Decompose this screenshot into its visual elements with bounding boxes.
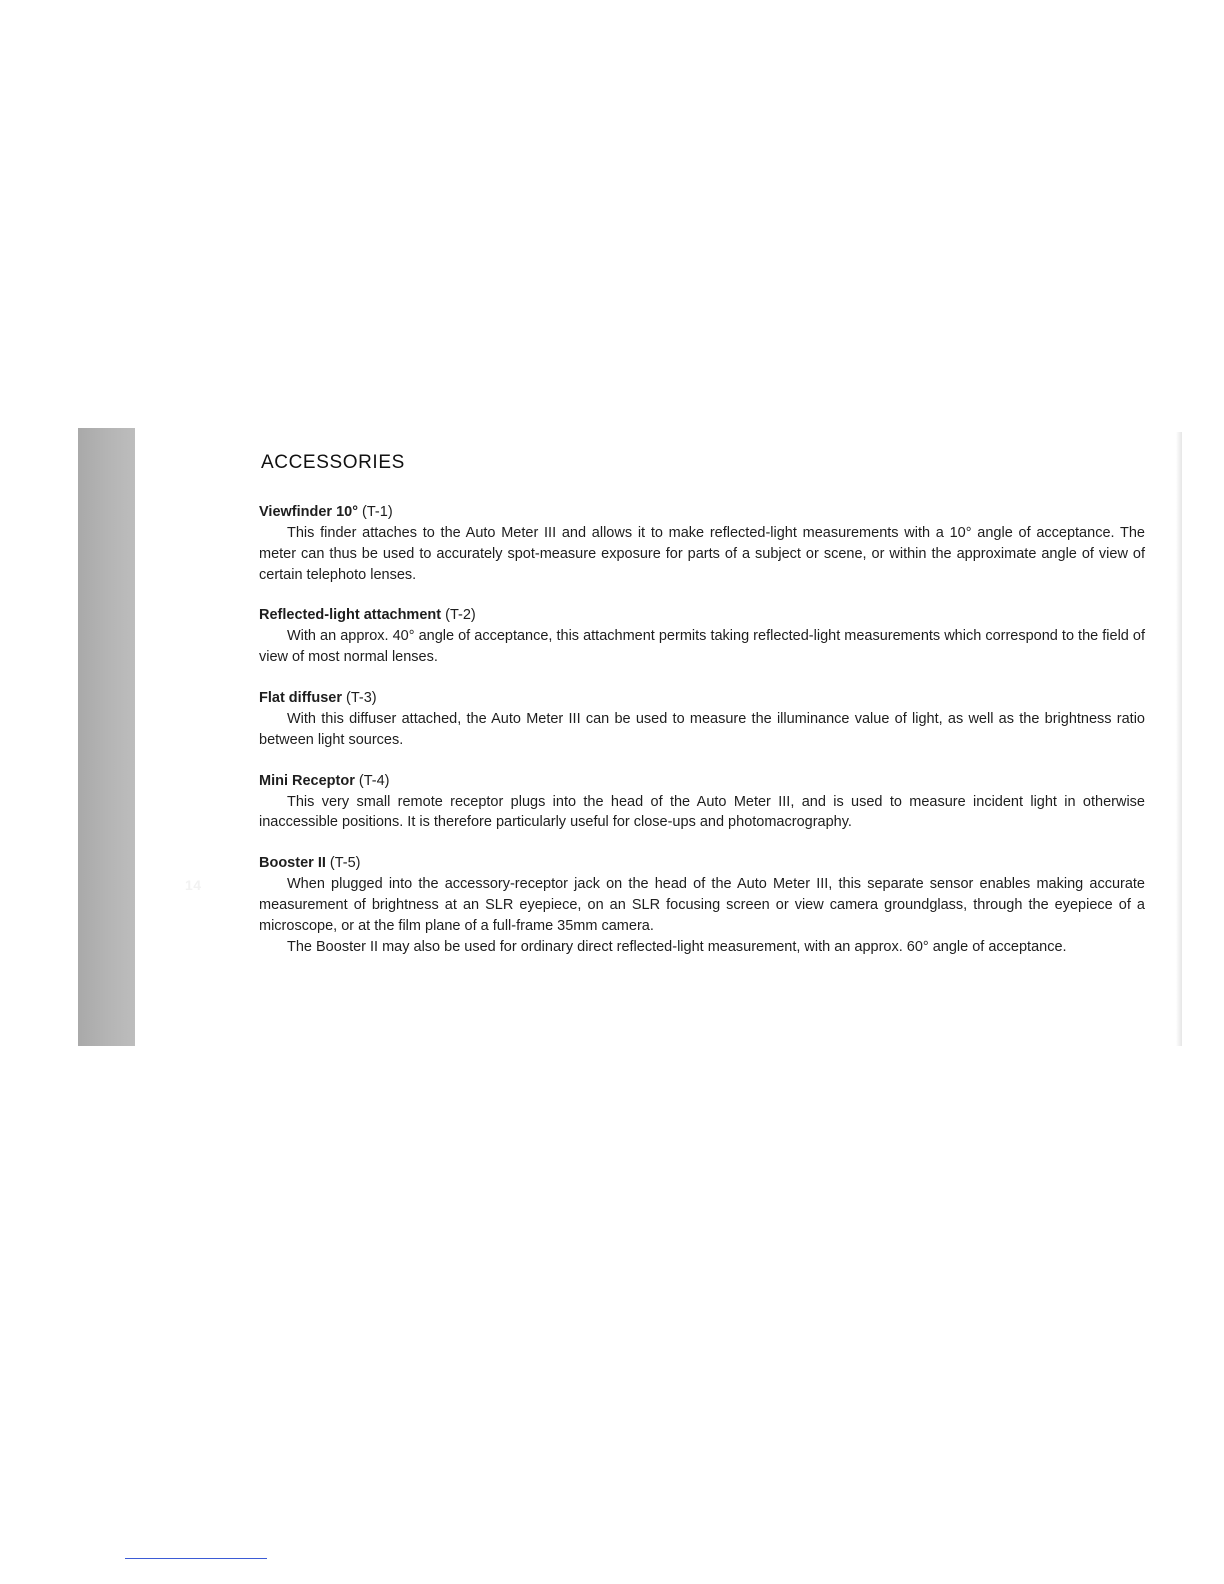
accessory-description: This finder attaches to the Auto Meter III and allows it to make reflected-light measurements with a 10° angle of acceptance. The meter can thus be used to accurately spot-measure exposure for parts of a subject or scene, or within the approximate angle of view of certain telephoto lenses. bbox=[259, 525, 1145, 583]
accessory-title bbox=[259, 502, 1145, 523]
page-side-tab bbox=[78, 428, 202, 1046]
accessory-name: Mini Receptor bbox=[259, 772, 355, 789]
accessory-title bbox=[259, 853, 1145, 874]
accessory-title bbox=[259, 688, 1145, 709]
page-content bbox=[259, 452, 1145, 977]
accessory-name: Booster II bbox=[259, 855, 326, 872]
accessory-code: (T-2) bbox=[445, 607, 476, 624]
accessory-description: With this diffuser attached, the Auto Meter III can be used to measure the illuminance value of light, as well as the brightness ratio between light sources. bbox=[259, 710, 1145, 748]
accessory-name: Viewfinder 10° bbox=[259, 504, 359, 520]
accessory-title bbox=[259, 605, 1145, 626]
accessory-name: Flat diffuser bbox=[259, 689, 342, 706]
accessory-section bbox=[259, 771, 1145, 834]
accessory-description: With an approx. 40° angle of acceptance, this attachment permits taking reflected-light measurements which correspond to the field of view of most normal lenses. bbox=[259, 628, 1145, 666]
accessory-code: (T-1) bbox=[362, 504, 393, 520]
accessory-code: (T-4) bbox=[358, 772, 390, 789]
page-edge-shadow bbox=[1176, 432, 1182, 1046]
accessory-code: (T-3) bbox=[346, 689, 377, 706]
page-number: 14 bbox=[185, 877, 202, 893]
page-heading: ACCESSORIES bbox=[261, 452, 405, 473]
accessory-section bbox=[259, 502, 1145, 585]
footer-rule bbox=[125, 1558, 267, 1559]
accessory-section bbox=[259, 605, 1145, 668]
accessory-title bbox=[259, 771, 1145, 792]
accessory-description: When plugged into the accessory-receptor jack on the head of the Auto Meter III, this separate sensor enables making accurate measurement of brightness at an SLR eyepiece, on an SLR focusing screen or view camera groundglass, through the eyepiece of a microscope, or at the film plane of a full-frame 35mm camera. bbox=[259, 876, 1145, 934]
accessory-code: (T-5) bbox=[329, 855, 361, 872]
accessory-description: The Booster II may also be used for ordinary direct reflected-light measurement, with an approx. 60° angle of acceptance. bbox=[287, 938, 1067, 955]
accessory-section bbox=[259, 853, 1145, 957]
accessory-description: This very small remote receptor plugs into the head of the Auto Meter III, and is used to measure incident light in otherwise inaccessible positions. It is therefore particularly useful for close-ups and photomacrography. bbox=[259, 793, 1145, 831]
accessory-section bbox=[259, 688, 1145, 751]
accessory-name: Reflected-light attachment bbox=[259, 607, 442, 624]
